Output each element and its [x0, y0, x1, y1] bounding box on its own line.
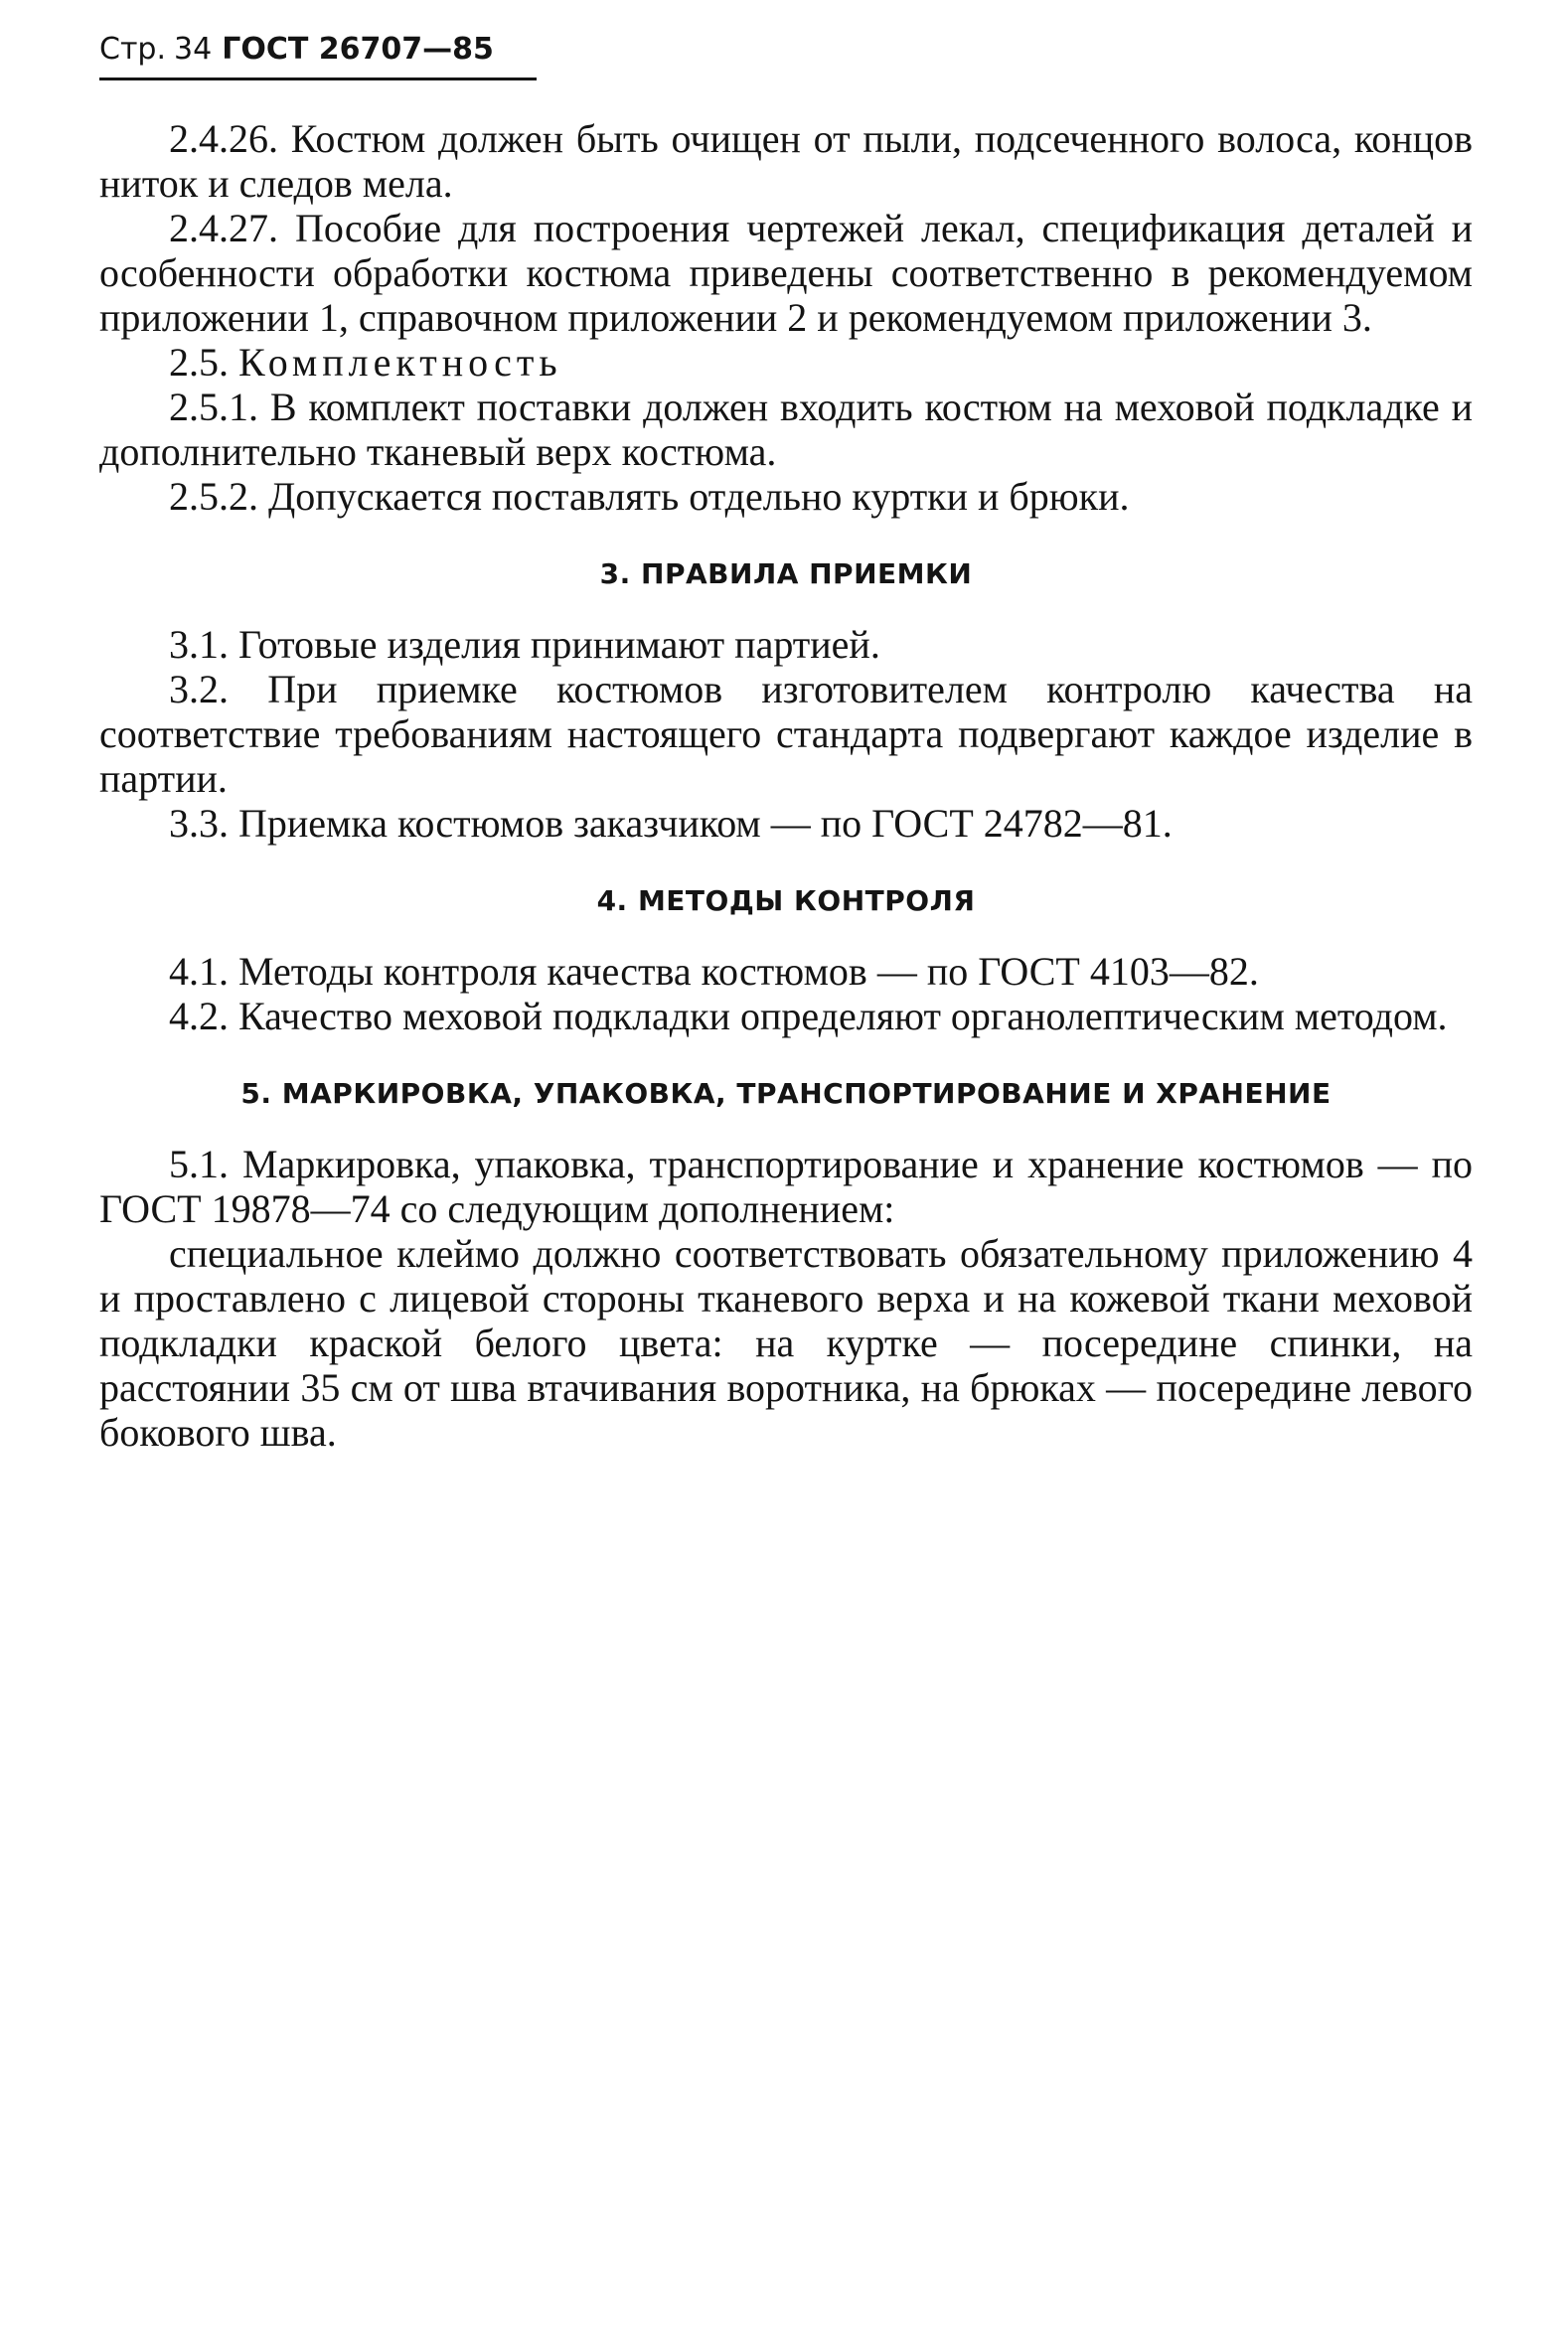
paragraph-3-2: 3.2. При приемке костюмов изготовителем контролю качества на соответствие требованиям настоящего стандарта подвергают каждое изделие в партии. [99, 667, 1473, 801]
section-5-heading: 5. МАРКИРОВКА, УПАКОВКА, ТРАНСПОРТИРОВАНИЕ И ХРАНЕНИЕ [240, 1077, 1332, 1110]
document-body [99, 116, 1473, 1455]
paragraph-2-5-2: 2.5.2. Допускается поставлять отдельно куртки и брюки. [169, 474, 1130, 519]
paragraph-2-5 [99, 340, 1473, 385]
paragraph-3-1: 3.1. Готовые изделия принимают партией. [169, 622, 880, 667]
paragraph-3-3: 3.3. Приемка костюмов заказчиком — по ГОСТ 24782—81. [169, 801, 1173, 846]
header-rule [99, 78, 537, 80]
paragraph-4-1: 4.1. Методы контроля качества костюмов — по ГОСТ 4103—82. [169, 949, 1259, 994]
page-header [99, 30, 1473, 70]
paragraph-2-5-title: Комплектность [238, 340, 562, 385]
page-number: 34 [174, 32, 213, 67]
paragraph-2-5-number: 2.5. [169, 340, 229, 385]
paragraph-2-4-26: 2.4.26. Костюм должен быть очищен от пыли, подсеченного волоса, концов ниток и следов мела. [99, 116, 1473, 206]
standard-number: ГОСТ 26707—85 [222, 32, 494, 67]
section-3-heading: 3. ПРАВИЛА ПРИЕМКИ [599, 557, 973, 590]
page-label: Стр. [99, 32, 167, 67]
document-page [99, 30, 1473, 1455]
paragraph-2-4-27: 2.4.27. Пособие для построения чертежей лекал, спецификация деталей и особенности обработки костюма приведены соответственно в рекомендуемом приложении 1, справочном приложении 2 и рекомендуемом приложении 3. [99, 206, 1473, 340]
paragraph-4-2: 4.2. Качество меховой подкладки определяют органолептическим методом. [169, 994, 1448, 1038]
section-4-heading: 4. МЕТОДЫ КОНТРОЛЯ [596, 884, 976, 917]
paragraph-5-1-continuation: специальное клеймо должно соответствовать обязательному приложению 4 и проставлено с лицевой стороны тканевого верха и на кожевой ткани меховой подкладки краской белого цвета: на куртке — посередине спинки, на расстоянии 35 см от шва втачивания воротника, на брюках — посередине левого бокового шва. [99, 1231, 1473, 1455]
paragraph-2-5-1: 2.5.1. В комплект поставки должен входить костюм на меховой подкладке и дополнительно тканевый верх костюма. [99, 385, 1473, 474]
paragraph-5-1: 5.1. Маркировка, упаковка, транспортирование и хранение костюмов — по ГОСТ 19878—74 со следующим дополнением: [99, 1142, 1473, 1231]
